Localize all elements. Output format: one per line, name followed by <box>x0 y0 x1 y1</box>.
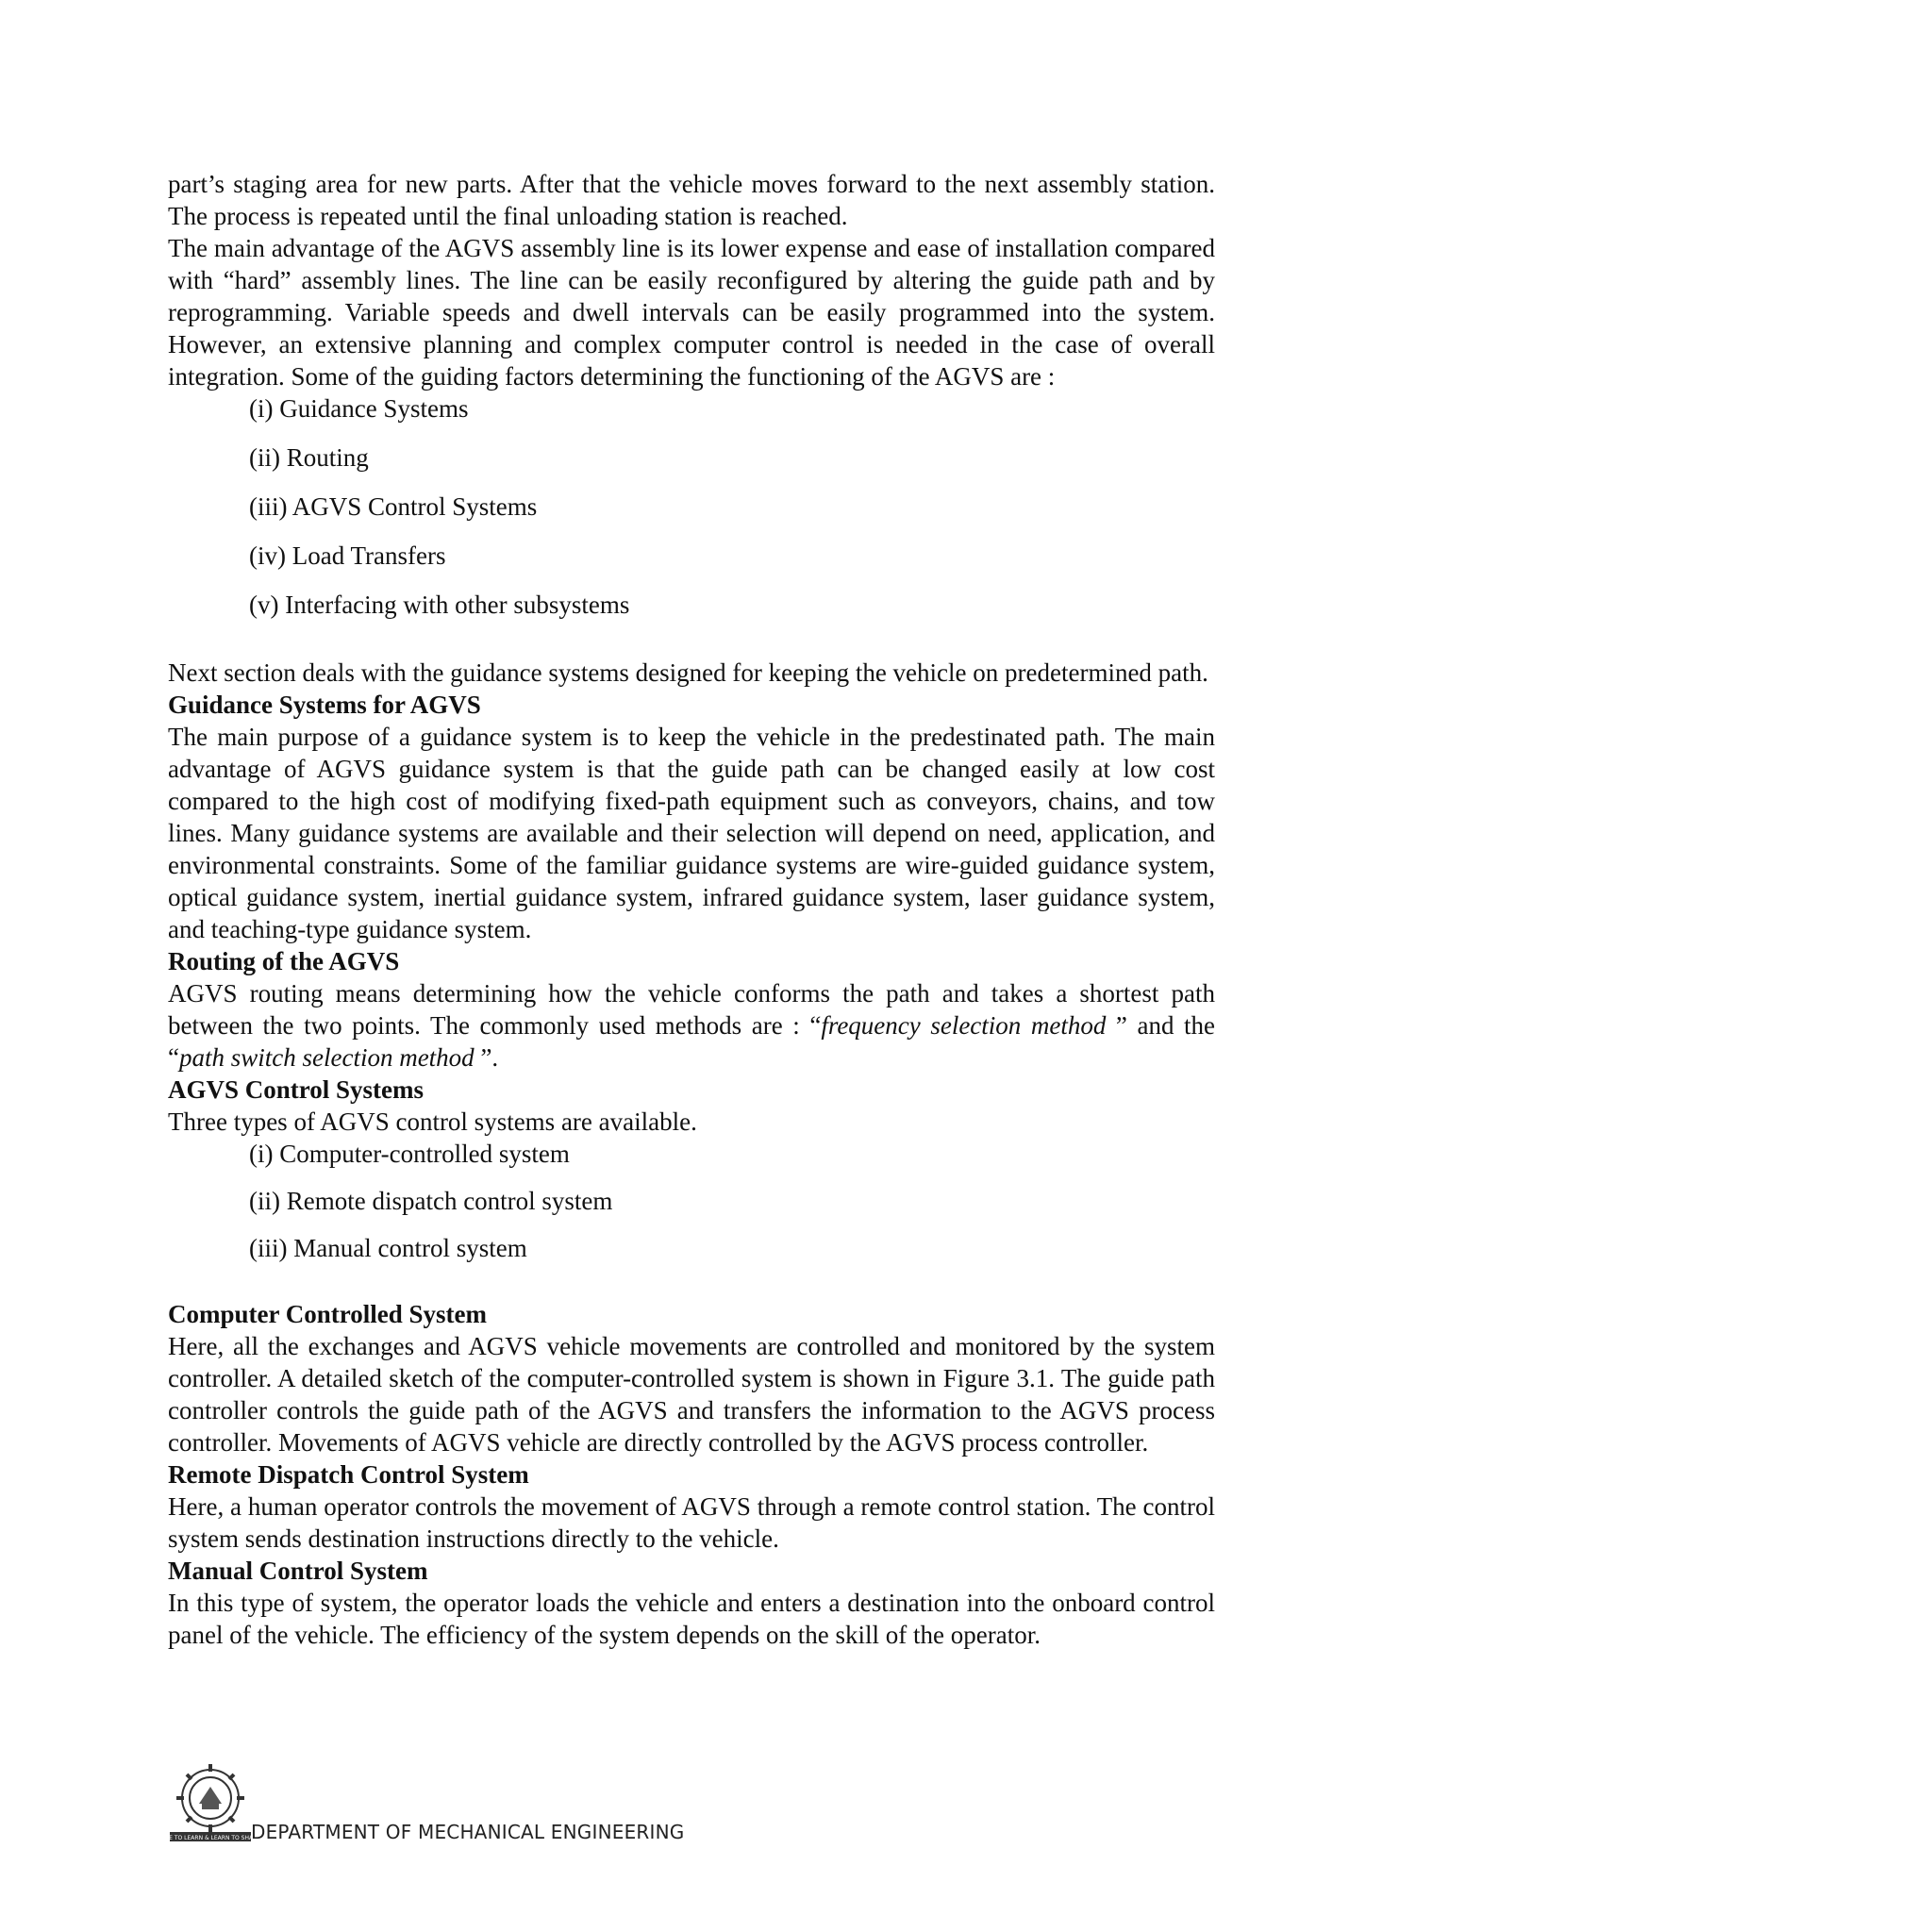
control-types-list <box>168 1138 1215 1264</box>
remote-heading: Remote Dispatch Control System <box>168 1460 529 1489</box>
guidance-paragraph: The main purpose of a guidance system is to keep the vehicle in the predestinated path. The main advantage of AGVS guidance system is that the guide path can be changed easily at low cost compared to the high cost of modifying fixed-path equipment such as conveyors, chains, and tow lines. Many guidance systems are available and their selection will depend on need, application, and environmental constraints. Some of the familiar guidance systems are wire-guided guidance system, optical guidance system, inertial guidance system, infrared guidance system, laser guidance system, and teaching-type guidance system. <box>168 723 1215 943</box>
list-item: (iv) Load Transfers <box>249 541 446 570</box>
routing-heading: Routing of the AGVS <box>168 947 400 975</box>
list-item: (ii) Remote dispatch control system <box>249 1187 613 1215</box>
guidance-heading: Guidance Systems for AGVS <box>168 691 481 719</box>
computer-paragraph: Here, all the exchanges and AGVS vehicle movements are controlled and monitored by the system controller. A detailed sketch of the computer-controlled system is shown in Figure 3.1. The guide path controller controls the guide path of the AGVS and transfers the information to the AGVS process controller. Movements of AGVS vehicle are directly controlled by the AGVS process controller. <box>168 1332 1215 1457</box>
manual-heading: Manual Control System <box>168 1557 428 1585</box>
control-heading: AGVS Control Systems <box>168 1075 425 1104</box>
list-item: (iii) AGVS Control Systems <box>249 492 538 521</box>
control-intro: Three types of AGVS control systems are available. <box>168 1108 697 1136</box>
routing-text-mid: ” and the “ <box>168 1011 1216 1072</box>
page-footer <box>159 1760 828 1845</box>
department-name: DEPARTMENT OF MECHANICAL ENGINEERING <box>251 1821 685 1843</box>
intro-paragraph-2: The main advantage of the AGVS assembly line is its lower expense and ease of installation compared with “hard” assembly lines. The line can be easily reconfigured by altering the guide path and by reprogramming. Variable speeds and dwell intervals can be easily programmed into the system. However, an extensive planning and complex computer control is needed in the case of overall integration. Some of the guiding factors determining the functioning of the AGVS are : <box>168 234 1215 391</box>
routing-paragraph <box>168 977 1215 1074</box>
routing-text-end: ”. <box>474 1043 499 1072</box>
next-section-paragraph: Next section deals with the guidance systems designed for keeping the vehicle on predetermined path. <box>168 658 1208 687</box>
list-item: (i) Computer-controlled system <box>249 1140 570 1168</box>
list-item: (iii) Manual control system <box>249 1234 527 1262</box>
list-item: (v) Interfacing with other subsystems <box>249 591 630 619</box>
intro-paragraph-1: part’s staging area for new parts. After that the vehicle moves forward to the next assembly station. The process is repeated until the final unloading station is reached. <box>168 170 1215 230</box>
remote-paragraph: Here, a human operator controls the movement of AGVS through a remote control station. The control system sends destination instructions directly to the vehicle. <box>168 1492 1215 1553</box>
document-page <box>168 168 1215 1651</box>
college-seal-icon <box>159 1760 261 1845</box>
factors-list <box>168 392 1215 621</box>
routing-method-1: frequency selection method <box>821 1011 1107 1040</box>
routing-text-start: AGVS routing means determining how the vehicle conforms the path and takes a shortest path between the two points. The commonly used methods are : “ <box>168 979 1215 1040</box>
computer-heading: Computer Controlled System <box>168 1300 487 1328</box>
list-item: (ii) Routing <box>249 443 369 472</box>
svg-text:LIVE TO LEARN & LEARN TO SHARE: LIVE TO LEARN & LEARN TO SHARE <box>159 1835 261 1841</box>
list-item: (i) Guidance Systems <box>249 394 469 423</box>
manual-paragraph: In this type of system, the operator loads the vehicle and enters a destination into the onboard control panel of the vehicle. The efficiency of the system depends on the skill of the operator. <box>168 1589 1215 1649</box>
routing-method-2: path switch selection method <box>178 1043 475 1072</box>
